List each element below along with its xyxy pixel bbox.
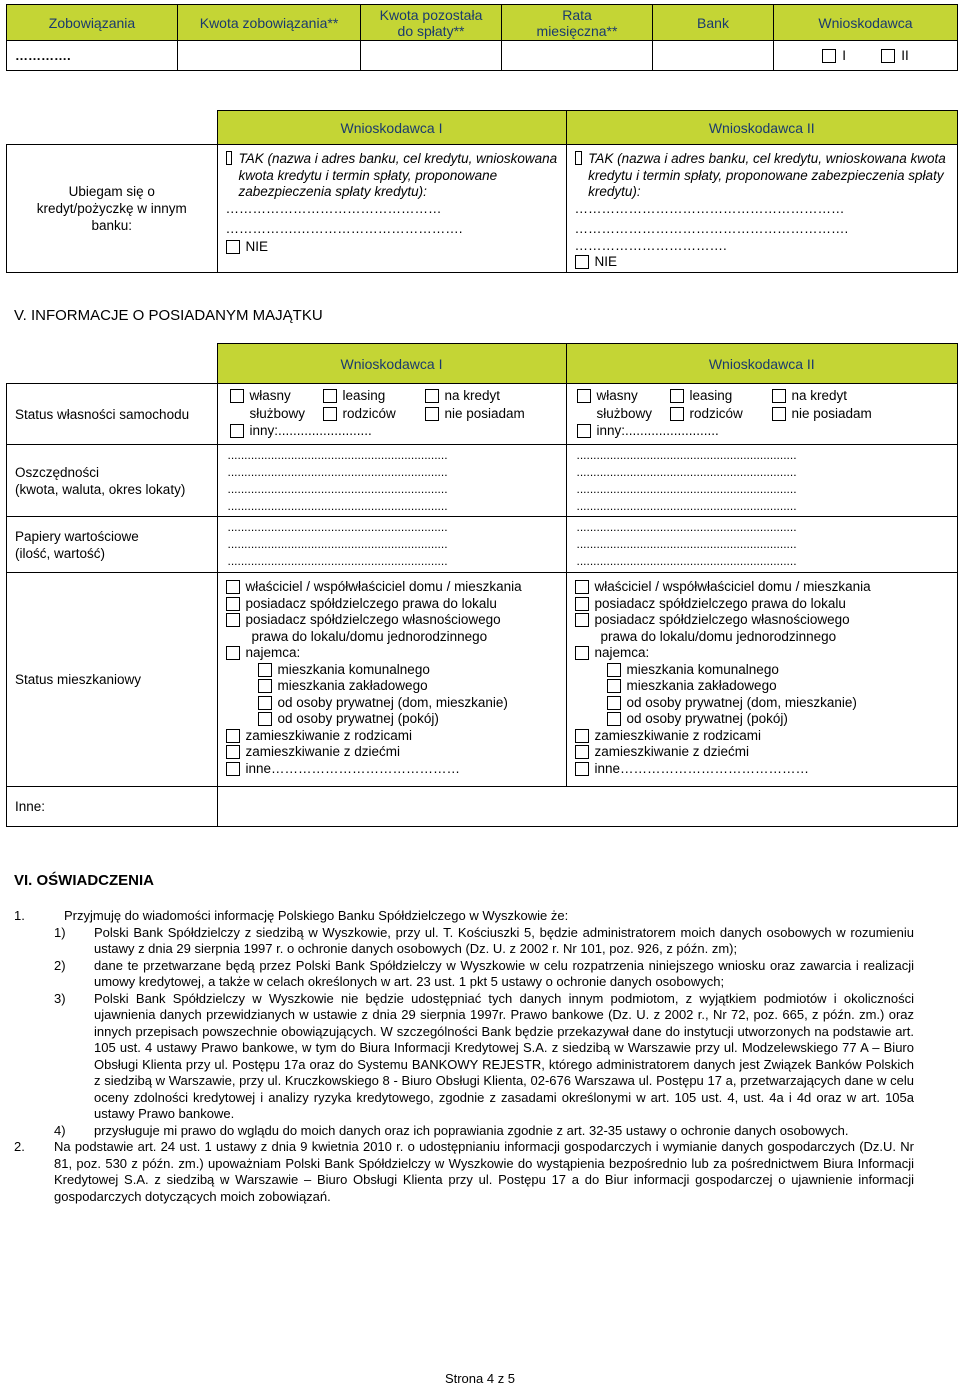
- tenant-company-label: mieszkania zakładowego: [277, 678, 428, 693]
- securities-label-2: (ilość, wartość): [15, 545, 106, 561]
- housing-parents-checkbox-2[interactable]: [575, 729, 589, 743]
- housing-coop-own-label-cont-2: prawa do lokalu/domu jednorodzinnego: [600, 628, 837, 644]
- car-credit-label: na kredyt: [444, 388, 501, 404]
- page-number: Strona 4 z 5: [444, 1371, 516, 1386]
- dots-line: ..................................................................: [227, 498, 448, 513]
- car-none-label: nie posiadam: [444, 405, 525, 421]
- car-leasing-label: leasing: [342, 388, 386, 404]
- housing-children-checkbox-2[interactable]: [575, 745, 589, 759]
- declaration-2-text: Na podstawie art. 24 ust. 1 ustawy z dnia 9 kwietnia 2010 r. o udostępnianiu informacji gospodarczych i wymianie danych gospodarczych (Dz.U. Nr 81, poz. 530 z późn. zm.) upoważniam Polski Bank Spółdzielczy w Wyszkowie do wystąpienia bezpośrednio lub za pośrednictwem Biura Informacji Kredytowej S.A. z siedzibą w Warszawie – Biuro Obsługi Klienta przy ul. Postępu 17 a do Biur informacji gospodarczej o ujawnienie informacji gospodarczych dotyczących moich zobowiązań.: [54, 1139, 914, 1204]
- housing-other-checkbox-2[interactable]: [575, 762, 589, 776]
- securities-label: [7, 517, 218, 573]
- housing-tenant-checkbox[interactable]: [226, 646, 240, 660]
- car-other-checkbox[interactable]: [230, 424, 244, 438]
- header-kwota: Kwota zobowiązania**: [178, 5, 361, 41]
- housing-coop-checkbox[interactable]: [226, 597, 240, 611]
- item-num: 1): [54, 924, 66, 940]
- tak-checkbox-2[interactable]: [575, 151, 583, 165]
- declaration-1: [14, 908, 914, 925]
- housing-label: Status mieszkaniowy: [7, 573, 218, 787]
- car-parents-checkbox-2[interactable]: [670, 407, 684, 421]
- tenant-private-room-checkbox-2[interactable]: [607, 712, 621, 726]
- housing-owner-checkbox-2[interactable]: [575, 580, 589, 594]
- tenant-private-room-label-2: od osoby prywatnej (pokój): [626, 711, 788, 726]
- housing-coop-label: posiadacz spółdzielczego prawa do lokalu: [245, 595, 497, 611]
- nie-label-1: NIE: [245, 238, 269, 254]
- housing-parents-label: zamieszkiwanie z rodzicami: [245, 727, 413, 743]
- car-other-field[interactable]: inny:.........................: [249, 423, 372, 439]
- housing-children-label: zamieszkiwanie z dziećmi: [245, 744, 401, 759]
- housing-tenant-label-2: najemca:: [594, 645, 650, 660]
- housing-other-checkbox[interactable]: [226, 762, 240, 776]
- nie-checkbox-2[interactable]: [575, 255, 589, 269]
- dots-line: ..................................................................: [576, 498, 797, 513]
- housing-coop-checkbox-2[interactable]: [575, 597, 589, 611]
- declaration-items: [14, 925, 914, 1140]
- assets-col2: Wnioskodawca II: [566, 344, 958, 384]
- other-bank-label: Ubiegam się o kredyt/pożyczkę w innym banku:: [7, 145, 218, 273]
- dots-line: ..................................................................: [227, 537, 448, 551]
- dots-line: ..................................................................: [576, 447, 797, 462]
- dots-line: ..................................................................: [227, 554, 448, 568]
- car-own-label: własny: [249, 388, 291, 404]
- dots-a1[interactable]: …………………………………………: [225, 200, 442, 216]
- housing-owner-label: właściciel / współwłaściciel domu / mieszkania: [245, 579, 522, 594]
- car-credit-checkbox[interactable]: [425, 389, 439, 403]
- car-parents-label-2: rodziców: [689, 405, 743, 421]
- applicant-i-label: I: [842, 48, 846, 63]
- liability-dots: ………….: [7, 41, 178, 71]
- liability-cell[interactable]: [361, 41, 502, 71]
- housing-children-label-2: zamieszkiwanie z dziećmi: [594, 744, 750, 759]
- header-kwota-pozostala: Kwota pozostała do spłaty**: [361, 5, 502, 41]
- car-own-label-2: własny: [596, 388, 638, 404]
- housing-parents-checkbox[interactable]: [226, 729, 240, 743]
- car-parents-checkbox[interactable]: [323, 407, 337, 421]
- declaration-2: [14, 1139, 914, 1205]
- car-label: Status własności samochodu: [7, 384, 218, 445]
- housing-other-field-2[interactable]: inne……………………………………: [594, 760, 810, 776]
- assets-col1: Wnioskodawca I: [217, 344, 566, 384]
- liability-cell[interactable]: [178, 41, 361, 71]
- section-v-title: V. INFORMACJE O POSIADANYM MAJĄTKU: [14, 307, 323, 324]
- tenant-private-room-label: od osoby prywatnej (pokój): [277, 711, 439, 726]
- tak-checkbox-1[interactable]: [226, 151, 233, 165]
- header-wnioskodawca: Wnioskodawca: [774, 5, 958, 41]
- car-company-label: służbowy: [249, 405, 306, 421]
- applicant-choice: [774, 41, 958, 71]
- item-text: przysługuje mi prawo do wglądu do moich danych oraz ich poprawiania zgodnie z art. 32-35 ustawy o ochronie danych osobowych.: [94, 1122, 849, 1138]
- dots-line: ..................................................................: [227, 464, 448, 479]
- applicant-ii-label: II: [901, 48, 909, 63]
- nie-label-2: NIE: [594, 254, 618, 269]
- savings-label: [7, 445, 218, 517]
- declaration-item: [14, 925, 914, 958]
- other-bank-applicant2: [566, 145, 958, 273]
- car-other-checkbox-2[interactable]: [577, 424, 591, 438]
- housing-tenant-checkbox-2[interactable]: [575, 646, 589, 660]
- car-applicant2: [566, 384, 958, 445]
- tak-text-2: TAK (nazwa i adres banku, cel kredytu, wnioskowana kwota kredytu i termin spłaty, proponowane zabezpieczenia spłaty kredytu):: [588, 151, 946, 199]
- item-text: dane te przetwarzane będą przez Polski Bank Spółdzielczy w Wyszkowie w celu rozpatrzenia niniejszego wniosku oraz zawarcia i realizacji umowy kredytowej, a także w celach określonych w art. 23 ust. 1 pkt 5 ustawy o ochronie danych osobowych;: [94, 957, 914, 989]
- declaration-item: [14, 1123, 914, 1140]
- securities-applicant2[interactable]: [566, 517, 958, 573]
- dots-b1[interactable]: ……………………………………………………: [574, 200, 845, 216]
- car-credit-checkbox-2[interactable]: [772, 389, 786, 403]
- dots-line: ..................................................................: [576, 537, 797, 551]
- savings-applicant1[interactable]: [217, 445, 566, 517]
- dots-line: ..................................................................: [576, 520, 797, 534]
- assets-table: [6, 343, 958, 827]
- item-num: 3): [54, 990, 66, 1006]
- housing-coop-label-2: posiadacz spółdzielczego prawa do lokalu: [594, 595, 846, 611]
- dots-b3[interactable]: …………………………….: [574, 237, 727, 253]
- securities-label-1: Papiery wartościowe: [15, 528, 139, 544]
- savings-label-2: (kwota, waluta, okres lokaty): [15, 481, 186, 497]
- tenant-private-house-label: od osoby prywatnej (dom, mieszkanie): [277, 694, 508, 710]
- securities-applicant1[interactable]: [217, 517, 566, 573]
- tenant-municipal-checkbox[interactable]: [258, 663, 272, 677]
- tak-text-1: TAK (nazwa i adres banku, cel kredytu, wnioskowana kwota kredytu i termin spłaty, proponowane zabezpieczenia spłaty kredytu):: [238, 151, 558, 199]
- applicant-i-checkbox[interactable]: [822, 49, 836, 63]
- dots-line: ..................................................................: [576, 464, 797, 479]
- declarations: [14, 908, 914, 1205]
- header-bank: Bank: [653, 5, 774, 41]
- housing-coop-own-checkbox-2[interactable]: [575, 613, 589, 627]
- car-company-label-2: służbowy: [596, 405, 653, 421]
- dots-line: ..................................................................: [576, 554, 797, 568]
- dots-a2[interactable]: …………….……………………………….: [225, 221, 463, 236]
- item-text: Polski Bank Spółdzielczy z siedzibą w Wyszkowie, przy ul. T. Kościuszki 5, będzie administratorem moich danych osobowych w rozumieniu ustawy z dnia 29 sierpnia 1997 r. o ochronie danych osobowych (Dz. U. z 2002 r. Nr 101, poz. 926, z późn. zm);: [94, 924, 914, 956]
- car-own-checkbox-2[interactable]: [577, 389, 591, 403]
- car-applicant1: [217, 384, 566, 445]
- item-num: 2): [54, 957, 66, 973]
- header-rata: Rata miesięczna**: [502, 5, 653, 41]
- other-label: Inne:: [7, 787, 218, 827]
- housing-owner-checkbox[interactable]: [226, 580, 240, 594]
- dots-b2[interactable]: …………………………………………………….: [574, 221, 849, 236]
- dots-line: ..................................................................: [227, 447, 448, 462]
- tenant-company-label-2: mieszkania zakładowego: [626, 678, 777, 693]
- tenant-municipal-label-2: mieszkania komunalnego: [626, 661, 779, 677]
- car-own-checkbox[interactable]: [230, 389, 244, 403]
- liability-cell[interactable]: [502, 41, 653, 71]
- savings-label-1: Oszczędności: [15, 464, 100, 480]
- tenant-company-checkbox-2[interactable]: [607, 679, 621, 693]
- other-field[interactable]: [217, 787, 958, 827]
- declaration-item: [14, 991, 914, 1123]
- item-num: 4): [54, 1122, 66, 1138]
- car-leasing-checkbox-2[interactable]: [670, 389, 684, 403]
- tenant-company-checkbox[interactable]: [258, 679, 272, 693]
- housing-other-field[interactable]: inne……………………………………: [245, 760, 461, 776]
- dots-line: ..................................................................: [227, 481, 448, 496]
- housing-coop-own-checkbox[interactable]: [226, 613, 240, 627]
- housing-coop-own-label: posiadacz spółdzielczego własnościowego: [245, 612, 501, 627]
- item-text: Polski Bank Spółdzielczy w Wyszkowie nie będzie udostępniać tych danych innym podmiotom, z wyjątkiem podmiotów i okoliczności ujawnienia danych przewidzianych w ustawie z dnia 29 sierpnia 1997r. Prawo bankowe (Dz. U. z 2002 r., Nr 72, poz. 665, z późn. zm.) oraz innych przepisach powszechnie obowiązujących. W szczególności Bank będzie przekazywał dane do instytucji utworzonych na podstawie art. 105 ust. 4 ustawy Prawo bankowe, w tym do Biura Informacji Kredytowej S.A. z siedzibą w Warszawie przy ul. Modzelewskiego 77 A – Biuro Obsługi Klienta przy ul. Postępu 17a oraz do Systemu BANKOWY REJESTR, którego administratorem danych jest Związek Banków Polskich z siedzibą w Warszawie, przy ul. Kruczkowskiego 8 - Biuro Obsługi Klienta, 02-676 Warszawa ul. Postępu 17 a, przetwarzających dane w celu oceny zdolności kredytowej i analizy ryzyka kredytowego, zgodnie z zasadami określonymi w art. 105 ust. 4, ust. 4a i 4d oraz w art. 105a ustawy Prawo bankowe.: [94, 990, 914, 1121]
- other-bank-applicant1: [217, 145, 566, 273]
- tenant-private-house-checkbox[interactable]: [258, 696, 272, 710]
- tenant-private-house-label-2: od osoby prywatnej (dom, mieszkanie): [626, 694, 857, 710]
- declaration-1-text: Przyjmuję do wiadomości informację Polskiego Banku Spółdzielczego w Wyszkowie że:: [64, 908, 569, 923]
- tenant-municipal-checkbox-2[interactable]: [607, 663, 621, 677]
- liabilities-header-row: [7, 5, 958, 41]
- nie-checkbox-1[interactable]: [226, 240, 240, 254]
- other-bank-col2: Wnioskodawca II: [566, 111, 958, 145]
- other-bank-col1: Wnioskodawca I: [217, 111, 566, 145]
- car-parents-label: rodziców: [342, 405, 396, 421]
- dots-line: ..................................................................: [227, 520, 448, 534]
- car-none-label-2: nie posiadam: [791, 405, 872, 421]
- car-leasing-checkbox[interactable]: [323, 389, 337, 403]
- housing-applicant1: [217, 573, 566, 787]
- tenant-municipal-label: mieszkania komunalnego: [277, 661, 430, 677]
- header-zobowiazania: Zobowiązania: [7, 5, 178, 41]
- declaration-2-num: 2.: [14, 1139, 25, 1154]
- car-none-checkbox-2[interactable]: [772, 407, 786, 421]
- car-none-checkbox[interactable]: [425, 407, 439, 421]
- car-other-field-2[interactable]: inny:.........................: [596, 423, 719, 439]
- car-leasing-label-2: leasing: [689, 388, 733, 404]
- liabilities-table: [6, 4, 958, 71]
- section-vi-title: VI. OŚWIADCZENIA: [14, 872, 155, 889]
- liabilities-row: [7, 41, 958, 71]
- dots-line: ..................................................................: [576, 481, 797, 496]
- other-bank-table: [6, 110, 958, 273]
- car-credit-label-2: na kredyt: [791, 388, 848, 404]
- housing-coop-own-label-cont: prawa do lokalu/domu jednorodzinnego: [251, 628, 488, 644]
- liability-cell[interactable]: [653, 41, 774, 71]
- savings-applicant2[interactable]: [566, 445, 958, 517]
- housing-parents-label-2: zamieszkiwanie z rodzicami: [594, 727, 762, 743]
- tenant-private-room-checkbox[interactable]: [258, 712, 272, 726]
- housing-coop-own-label-2: posiadacz spółdzielczego własnościowego: [594, 612, 850, 627]
- housing-applicant2: [566, 573, 958, 787]
- tenant-private-house-checkbox-2[interactable]: [607, 696, 621, 710]
- applicant-ii-checkbox[interactable]: [881, 49, 895, 63]
- housing-owner-label-2: właściciel / współwłaściciel domu / mieszkania: [594, 579, 871, 594]
- housing-children-checkbox[interactable]: [226, 745, 240, 759]
- declaration-item: [14, 958, 914, 991]
- declaration-1-num: 1.: [14, 908, 25, 923]
- housing-tenant-label: najemca:: [245, 645, 301, 660]
